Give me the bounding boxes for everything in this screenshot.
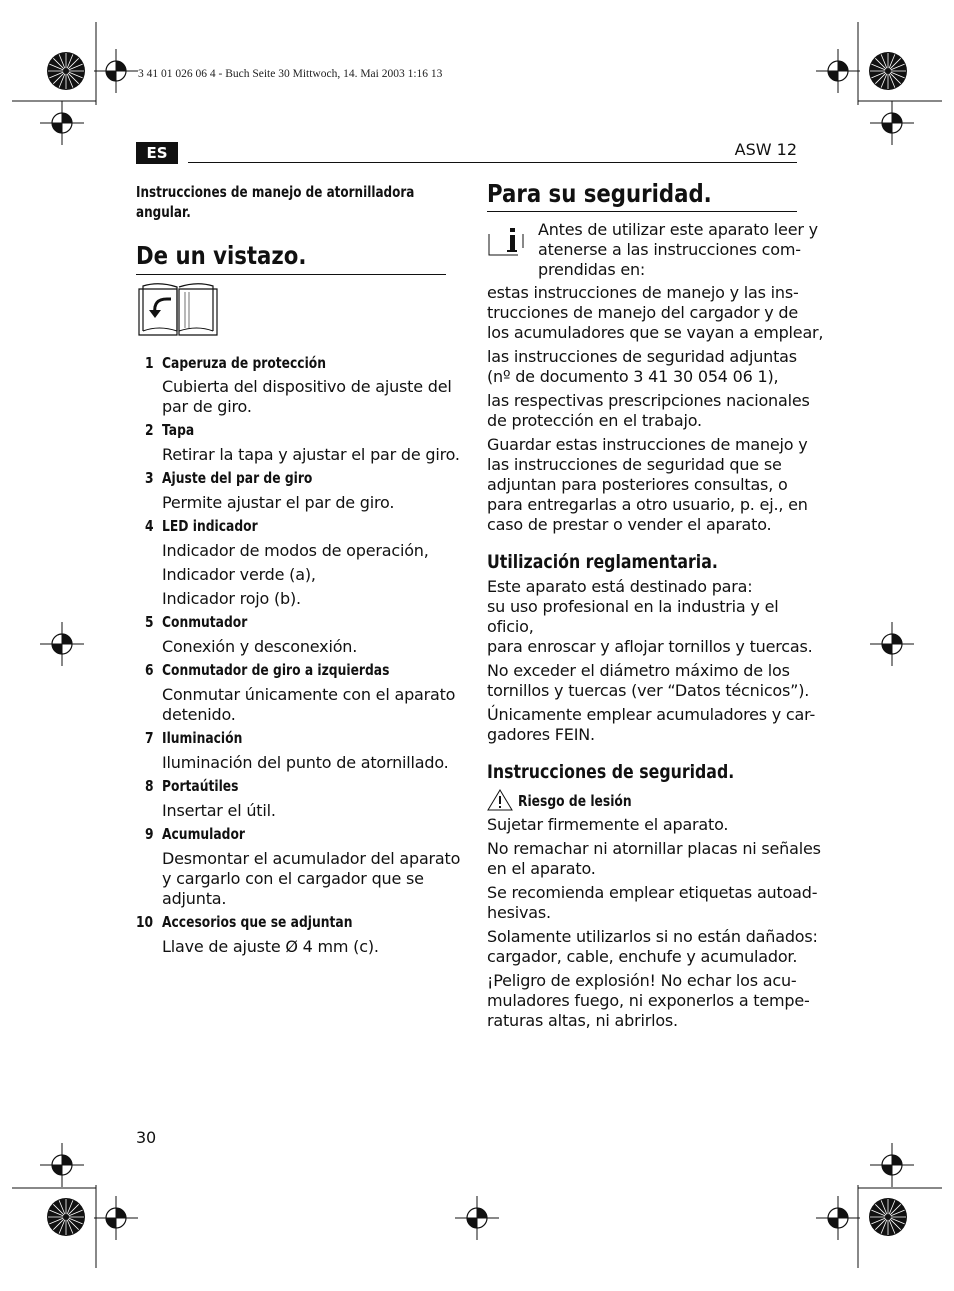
list-item-head [136,729,456,749]
item-title: LED indicador [162,517,258,535]
paragraph-line: Se recomienda emplear etiquetas autoad- [487,883,818,902]
paragraph-line: Únicamente emplear acumuladores y car- [487,705,816,724]
item-number: 3 [145,469,154,487]
paragraph-line: gadores FEIN. [487,725,595,744]
safety-rule [487,211,797,212]
subtitle-line: Instrucciones de manejo de atornilladora [136,183,415,201]
paragraph-line: (nº de documento 3 41 30 054 06 1), [487,367,779,386]
safety-instructions-heading: Instrucciones de seguridad. [487,761,735,783]
paragraph-line: oficio, [487,617,534,636]
item-number: 4 [145,517,154,535]
subheading [487,551,807,573]
risk-label: Riesgo de lesión [518,792,632,810]
paragraph-line: estas instrucciones de manejo y las ins- [487,283,799,302]
list-item-head [136,777,456,797]
paragraph-line: Solamente utilizarlos si no están dañados: [487,927,818,946]
paragraph-line: hesivas. [487,903,551,922]
paragraph-line: Guardar estas instrucciones de manejo y [487,435,808,454]
list-item-head [136,825,456,845]
paragraph-line: caso de prestar o vender el aparato. [487,515,772,534]
item-number: 1 [145,354,154,372]
paragraph-line: su uso profesional en la industria y el [487,597,779,616]
item-number: 6 [145,661,154,679]
item-number: 5 [145,613,154,631]
paragraph-line: tornillos y tuercas (ver “Datos técnicos”). [487,681,810,700]
item-title: Portaútiles [162,777,239,795]
paragraph-line: Sujetar firmemente el aparato. [487,815,729,834]
list-item-head [136,421,456,441]
item-desc: Conmutar únicamente con el aparato [162,685,456,704]
item-title: Acumulador [162,825,245,843]
item-title: Tapa [162,421,195,439]
paragraph-line: de protección en el trabajo. [487,411,702,430]
paragraph-line: los acumuladores que se vayan a emplear, [487,323,824,342]
item-desc: detenido. [162,705,236,724]
item-title: Caperuza de protección [162,354,327,372]
section-heading-overview [136,241,337,271]
parts-list [136,354,461,957]
paragraph-line: en el aparato. [487,859,596,878]
section-heading-safety [487,179,751,209]
list-item-head [136,913,456,933]
paragraph-line: cargador, cable, enchufe y acumulador. [487,947,798,966]
item-desc: Cubierta del dispositivo de ajuste del [162,377,452,396]
info-icon [488,224,526,258]
paragraph-line: Este aparato está destinado para: [487,577,753,596]
list-item-head [136,354,456,374]
item-desc: Conexión y desconexión. [162,637,358,656]
use-heading: Utilización reglamentaria. [487,551,718,573]
paragraph-line: las instrucciones de seguridad que se [487,455,782,474]
print-info: 3 41 01 026 06 4 - Buch Seite 30 Mittwoch, 14. Mai 2003 1:16 13 [138,68,443,80]
item-desc: adjunta. [162,889,227,908]
paragraph-line: raturas altas, ni abrirlos. [487,1011,678,1030]
item-desc: Llave de ajuste Ø 4 mm (c). [162,937,379,956]
item-desc: Iluminación del punto de atornillado. [162,753,449,772]
item-desc: y cargarlo con el cargador que se [162,869,424,888]
item-desc: par de giro. [162,397,252,416]
item-title: Ajuste del par de giro [162,469,313,487]
item-desc: Retirar la tapa y ajustar el par de giro. [162,445,460,464]
info-note [538,220,818,280]
item-desc: Permite ajustar el par de giro. [162,493,395,512]
item-number: 8 [145,777,154,795]
paragraph-line: No remachar ni atornillar placas ni señales [487,839,821,858]
paragraph-line: para entregarlas a otro usuario, p. ej., en [487,495,808,514]
safety-body [487,283,824,1031]
paragraph-line: ¡Peligro de explosión! No echar los acu- [487,971,797,990]
warning-icon [487,789,513,811]
item-number: 9 [145,825,154,843]
item-title: Accesorios que se adjuntan [162,913,353,931]
item-desc: Indicador de modos de operación, [162,541,429,560]
info-line: prendidas en: [538,260,646,279]
item-desc: Insertar el útil. [162,801,276,820]
risk-line [487,791,807,813]
list-item-head [136,613,456,633]
item-title: Conmutador de giro a izquierdas [162,661,390,679]
item-title: Conmutador [162,613,248,631]
header-rule [188,162,797,163]
paragraph-line: muladores fuego, ni exponerlos a tempe- [487,991,810,1010]
item-desc: Indicador verde (a), [162,565,316,584]
paragraph-line: trucciones de manejo del cargador y de [487,303,798,322]
subtitle-line: angular. [136,203,191,221]
overview-heading: De un vistazo. [136,241,307,270]
subheading [487,761,807,783]
paragraph-line: las respectivas prescripciones nacionales [487,391,810,410]
item-number: 10 [136,913,154,931]
paragraph-line: adjuntan para posteriores consultas, o [487,475,788,494]
info-line: atenerse a las instrucciones com- [538,240,801,259]
item-title: Iluminación [162,729,243,747]
item-number: 7 [145,729,154,747]
list-item-head [136,517,456,537]
paragraph-line: las instrucciones de seguridad adjuntas [487,347,797,366]
safety-heading: Para su seguridad. [487,179,712,208]
model-label: ASW 12 [734,140,797,159]
paragraph-line: No exceder el diámetro máximo de los [487,661,790,680]
item-desc: Desmontar el acumulador del aparato [162,849,461,868]
item-desc: Indicador rojo (b). [162,589,301,608]
list-item-head [136,661,456,681]
book-icon [137,283,219,338]
paragraph-line: para enroscar y aflojar tornillos y tuercas. [487,637,813,656]
overview-rule [136,274,446,275]
manual-subtitle [136,182,484,222]
list-item-head [136,469,456,489]
info-line: Antes de utilizar este aparato leer y [538,220,818,239]
page-number: 30 [136,1128,156,1147]
item-number: 2 [145,421,154,439]
language-badge: ES [136,142,178,164]
